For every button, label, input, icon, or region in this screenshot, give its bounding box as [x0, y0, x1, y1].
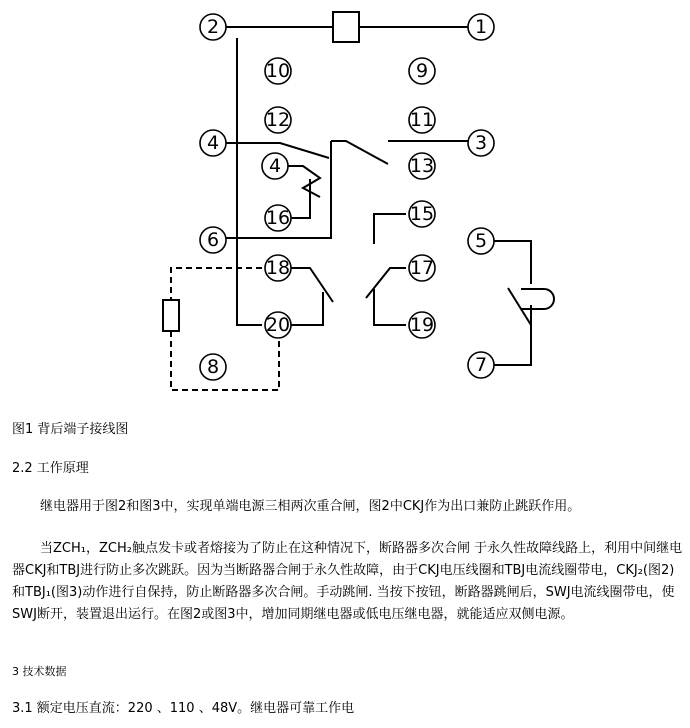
- terminal-10: [265, 58, 291, 84]
- section-heading-3: 3 技术数据: [12, 665, 67, 678]
- section-heading-3-1: 3.1 额定电压直流：220 、110 、48V。继电器可靠工作电: [12, 701, 355, 716]
- terminal-17: [409, 255, 435, 281]
- terminal-label: 19: [409, 314, 435, 336]
- terminal-15: [409, 201, 435, 227]
- terminal-label: 9: [415, 60, 429, 82]
- terminal-19: [409, 312, 435, 338]
- terminal-12: [265, 107, 291, 133]
- terminal-label: 2: [206, 16, 220, 38]
- terminal-label: 1: [474, 16, 488, 38]
- terminal-7: [468, 352, 494, 378]
- terminal-2: [200, 14, 226, 40]
- figure-caption: 图1 背后端子接线图: [12, 422, 129, 437]
- section-heading-2-2: 2.2 工作原理: [12, 461, 89, 476]
- terminal-1: [468, 14, 494, 40]
- terminal-label: 4: [206, 132, 220, 154]
- terminal-18: [265, 255, 291, 281]
- terminal-5: [468, 228, 494, 254]
- terminal-label: 13: [409, 155, 435, 177]
- terminal-label: 15: [409, 203, 435, 225]
- external-resistor: [163, 300, 179, 331]
- terminal-label: 17: [409, 257, 435, 279]
- terminal-label: 18: [265, 257, 291, 279]
- terminal-label: 5: [474, 230, 488, 252]
- terminal-label: 4: [268, 155, 282, 177]
- paragraph-1: 继电器用于图2和图3中，实现单端电源三相两次重合闸，图2中CKJ作为出口兼防止跳跃作用。: [40, 499, 581, 514]
- terminal-16: [265, 205, 291, 231]
- terminal-label: 16: [265, 207, 291, 229]
- terminal-13: [409, 153, 435, 179]
- coil-resistor: [333, 12, 359, 42]
- terminal-6: [200, 227, 226, 253]
- terminal-3: [468, 130, 494, 156]
- terminal-label: 7: [474, 354, 488, 376]
- terminal-label: 12: [265, 109, 291, 131]
- terminal-label: 10: [265, 60, 291, 82]
- terminal-9: [409, 58, 435, 84]
- terminal-4: [200, 130, 226, 156]
- paragraph-2: 当ZCH₁，ZCH₂触点发卡或者熔接为了防止在这种情况下，断路器多次合闸 于永久性故障线路上，利用中间继电器CKJ和TBJ进行防止多次跳跃。因为当断路器合闸于永久性故障，由于CKJ电压线圈和TBJ电流线圈带电，CKJ₂(图2)和TBJ₁(图3)动作进行自保持，防止断路器多次合闸。手动跳闸. 当按下按钮，断路器跳闸后，SWJ电流线圈带电，使SWJ断开，装置退出运行。在图2或图3中，增加同期继电器或低电压继电器，就能适应双侧电源。: [12, 541, 683, 622]
- terminal-label: 6: [206, 229, 220, 251]
- terminal-8: [200, 354, 226, 380]
- terminal-11: [409, 107, 435, 133]
- terminal-label: 11: [409, 109, 435, 131]
- terminal-label: 3: [474, 132, 488, 154]
- terminal-4-inner: [262, 153, 288, 179]
- terminal-label: 20: [265, 314, 291, 336]
- terminal-20: [265, 312, 291, 338]
- terminal-label: 8: [206, 356, 220, 378]
